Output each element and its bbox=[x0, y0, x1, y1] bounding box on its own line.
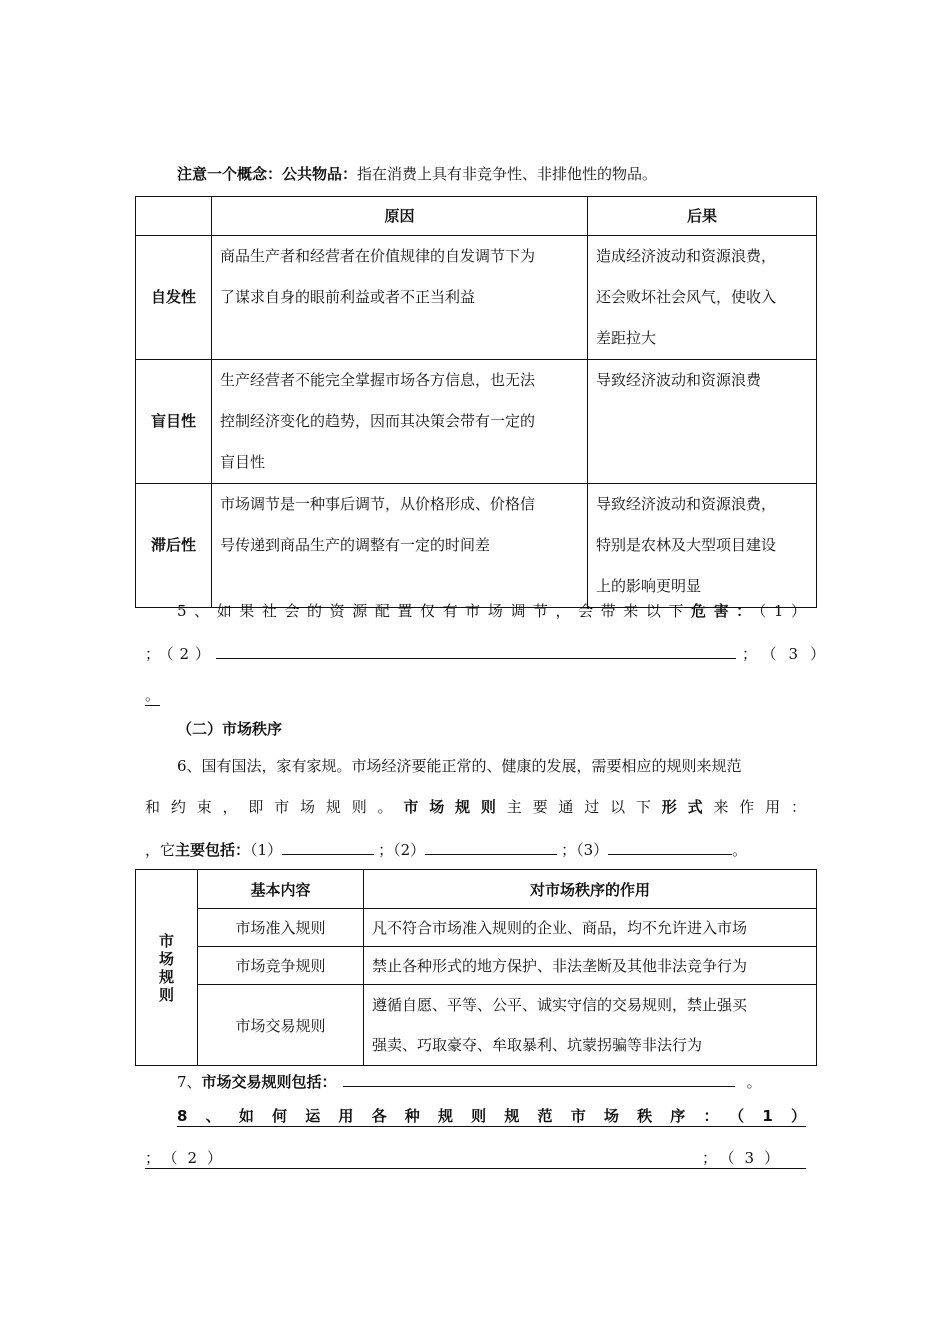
cell-line: 号传递到商品生产的调整有一定的时间差 bbox=[220, 536, 491, 554]
cell-line: 差距拉大 bbox=[596, 329, 657, 347]
result-cell bbox=[588, 236, 817, 360]
side-label bbox=[136, 870, 198, 1066]
side-label-char: 规 bbox=[158, 967, 174, 986]
q8-line2 bbox=[145, 1148, 806, 1169]
q6-text: ，它 bbox=[145, 841, 176, 859]
cell-line: 盲目性 bbox=[220, 453, 266, 471]
result-cell bbox=[588, 360, 817, 484]
q5-text: 5、如果社会的资源配置仅有市场调节，会带来以下 bbox=[177, 602, 692, 620]
cell-line: 市场调节是一种事后调节，从价格形成、价格信 bbox=[220, 495, 536, 513]
q8-blank-label: ；（2） bbox=[145, 1149, 233, 1167]
q7-end: 。 bbox=[746, 1073, 762, 1091]
table-row bbox=[136, 236, 817, 360]
market-rules-table bbox=[135, 869, 817, 1066]
rule-effect bbox=[364, 985, 817, 1066]
q5-line2 bbox=[145, 643, 838, 664]
cell-line: 还会败坏社会风气，使收入 bbox=[596, 288, 777, 306]
answer-blank[interactable] bbox=[282, 839, 374, 855]
table-header-row bbox=[136, 197, 817, 236]
q7-text: 7、 bbox=[177, 1073, 202, 1091]
cell-line: 特别是农林及大型项目建设 bbox=[596, 536, 777, 554]
table-header-cell: 对市场秩序的作用 bbox=[364, 870, 817, 909]
intro-lead: 注意一个概念：公共物品： bbox=[177, 165, 358, 183]
cell-line: 遵循自愿、平等、公平、诚实守信的交易规则，禁止强买 bbox=[372, 996, 748, 1014]
q6-end: 。 bbox=[732, 841, 748, 859]
q6-bold: 市场规则 bbox=[403, 798, 507, 816]
q6-line3 bbox=[145, 839, 747, 860]
answer-blank[interactable] bbox=[608, 839, 732, 855]
q6-line2 bbox=[145, 797, 806, 817]
row-label: 盲目性 bbox=[136, 360, 212, 484]
q6-text: 来作用： bbox=[713, 798, 806, 816]
q7-line bbox=[177, 1071, 762, 1092]
rule-name: 市场交易规则 bbox=[198, 985, 364, 1066]
rule-name: 市场准入规则 bbox=[198, 909, 364, 947]
table-header-cell bbox=[136, 197, 212, 236]
cell-line: 导致经济波动和资源浪费 bbox=[596, 371, 762, 389]
side-label-char: 则 bbox=[158, 985, 174, 1004]
q5-blank-label: ；（3） bbox=[742, 645, 838, 663]
q6-blank-label: ；（2） bbox=[378, 841, 426, 859]
q7-bold: 市场交易规则包括： bbox=[201, 1073, 337, 1091]
row-label: 自发性 bbox=[136, 236, 212, 360]
answer-blank[interactable] bbox=[425, 839, 557, 855]
table-row bbox=[136, 947, 817, 985]
intro-text: 指在消费上具有非竞争性、非排他性的物品。 bbox=[357, 165, 658, 183]
cell-line: 造成经济波动和资源浪费， bbox=[596, 247, 777, 265]
reason-cell bbox=[212, 236, 588, 360]
market-defects-table bbox=[135, 196, 817, 608]
q6-line1: 6、国有国法，家有家规。市场经济要能正常的、健康的发展，需要相应的规则来规范 bbox=[177, 757, 742, 775]
q5-line1 bbox=[177, 601, 806, 621]
result-cell bbox=[588, 484, 817, 608]
cell-line: 了谋求自身的眼前利益或者不正当利益 bbox=[220, 288, 476, 306]
table-row bbox=[136, 484, 817, 608]
section-title: （二）市场秩序 bbox=[177, 720, 283, 738]
rule-effect: 禁止各种形式的地方保护、非法垄断及其他非法竞争行为 bbox=[364, 947, 817, 985]
table-row bbox=[136, 985, 817, 1066]
table-row bbox=[136, 360, 817, 484]
reason-cell bbox=[212, 360, 588, 484]
cell-line: 导致经济波动和资源浪费， bbox=[596, 495, 777, 513]
q6-blank-label: （1） bbox=[250, 841, 283, 859]
table-header-cell: 后果 bbox=[588, 197, 817, 236]
q6-text: 主要通过以下 bbox=[506, 798, 662, 816]
table-row bbox=[136, 909, 817, 947]
q6-text: 和约束，即市场规则。 bbox=[145, 798, 404, 816]
table-header-cell: 基本内容 bbox=[198, 870, 364, 909]
answer-blank[interactable] bbox=[343, 1071, 735, 1087]
q6-bold: 主要包括： bbox=[175, 841, 251, 859]
rule-name: 市场竞争规则 bbox=[198, 947, 364, 985]
cell-line: 商品生产者和经营者在价值规律的自发调节下为 bbox=[220, 247, 536, 265]
reason-cell bbox=[212, 484, 588, 608]
cell-line: 生产经营者不能完全掌握市场各方信息，也无法 bbox=[220, 371, 536, 389]
q5-bold: 危害： bbox=[691, 602, 759, 620]
q8-blank-label: ；（3） bbox=[702, 1149, 790, 1167]
answer-blank[interactable] bbox=[216, 643, 736, 659]
intro-line bbox=[177, 164, 657, 184]
q5-blank-label: （1） bbox=[758, 602, 806, 620]
cell-line: 上的影响更明显 bbox=[596, 577, 702, 595]
q6-bold: 形式 bbox=[661, 798, 714, 816]
q5-line3 bbox=[145, 685, 160, 706]
cell-line: 强卖、巧取豪夺、牟取暴利、坑蒙拐骗等非法行为 bbox=[372, 1036, 703, 1054]
cell-line: 控制经济变化的趋势，因而其决策会带有一定的 bbox=[220, 412, 536, 430]
q6-blank-label: ；（3） bbox=[561, 841, 609, 859]
q5-blank-label: ；（2） bbox=[145, 645, 217, 663]
row-label: 滞后性 bbox=[136, 484, 212, 608]
q5-end: 。 bbox=[145, 686, 161, 704]
table-header-row bbox=[136, 870, 817, 909]
side-label-char: 市 bbox=[158, 931, 174, 950]
table-header-cell: 原因 bbox=[212, 197, 588, 236]
q8-line1: 8、如何运用各种规则规范市场秩序：（1） bbox=[177, 1107, 806, 1125]
rule-effect: 凡不符合市场准入规则的企业、商品，均不允许进入市场 bbox=[364, 909, 817, 947]
side-label-char: 场 bbox=[158, 949, 174, 968]
